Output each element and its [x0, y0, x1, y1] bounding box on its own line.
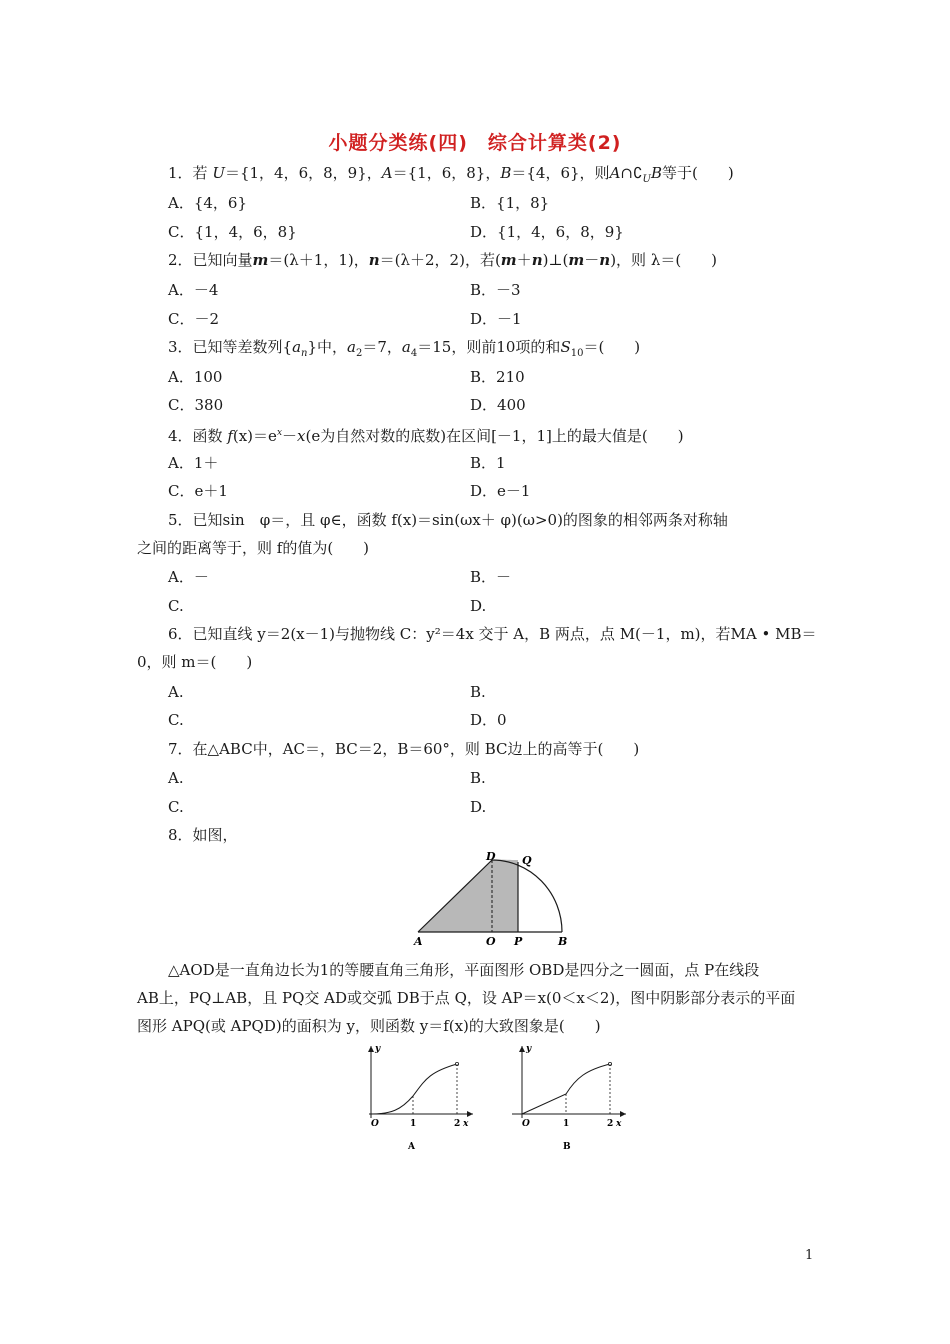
label-q: Q: [522, 854, 532, 867]
q1-option-a: A．{4，6}: [168, 194, 248, 212]
label-b: B: [558, 935, 568, 948]
graph-b-caption: B: [563, 1142, 571, 1152]
question-8-line-4: 图形 APQ(或 APQD)的面积为 y，则函数 y＝f(x)的大致图象是( ): [137, 1017, 601, 1035]
question-1: 1．若 U＝{1，4，6，8，9}，A＝{1，6，8}，B＝{4，6}，则$A\cap∁_UB$等于( ): [168, 164, 734, 185]
graph-b-tick-2: 2: [607, 1119, 614, 1129]
q5-option-c: C.: [168, 597, 184, 615]
geometry-figure: [410, 848, 580, 948]
q6-option-b: B.: [470, 683, 486, 701]
q7-option-b: B.: [470, 769, 486, 787]
q6-option-a: A.: [168, 683, 184, 701]
question-8-line-3: AB上，PQ⊥AB，且 PQ交 AD或交弧 DB于点 Q，设 AP＝x(0＜x＜2)，图中阴影部分表示的平面: [137, 989, 796, 1007]
question-6-line-1: 6．已知直线 y＝2(x－1)与抛物线 C：y²＝4x 交于 A，B 两点，点 M(－1，m)，若MA • MB＝: [168, 625, 817, 643]
question-5-line-2: 之间的距离等于，则 f的值为( ): [137, 539, 370, 557]
question-5-line-1: 5．已知sin φ＝，且 φ∈，函数 f(x)＝sin(ωx＋ φ)(ω>0)的图象的相邻两条对称轴: [168, 511, 728, 529]
graph-a-origin: O: [371, 1119, 379, 1129]
q5-option-b: B．－: [470, 568, 512, 586]
q2-option-b: B．－3: [470, 281, 521, 299]
q2-option-c: C．－2: [168, 310, 220, 328]
q7-option-c: C.: [168, 798, 184, 816]
q4-option-a: A．1＋: [168, 454, 219, 472]
graph-option-a: [355, 1042, 480, 1157]
question-6-line-2: 0，则 m＝( ): [137, 653, 253, 671]
q4-option-d: D．e－1: [470, 482, 531, 500]
graph-a-x-label: x: [463, 1119, 469, 1129]
graph-b-tick-1: 1: [563, 1119, 570, 1129]
question-2: 2．已知向量m＝(λ＋1，1)，n＝(λ＋2，2)，若(m＋n)⊥(m－n)，则 λ＝( ): [168, 251, 718, 269]
q3-option-a: A．100: [168, 368, 223, 386]
q5-option-a: A．－: [168, 568, 209, 586]
graph-b-origin: O: [522, 1119, 530, 1129]
page-title: 小题分类练(四) 综合计算类(2): [328, 132, 622, 154]
q1-option-d: D．{1，4，6，8，9}: [470, 223, 624, 241]
question-8-line-1: 8．如图，: [168, 826, 238, 844]
question-8-line-2: △AOD是一直角边长为1的等腰直角三角形，平面图形 OBD是四分之一圆面，点 P在线段: [168, 961, 760, 979]
question-7: 7．在△ABC中，AC＝，BC＝2，B＝60°，则 BC边上的高等于( ): [168, 740, 640, 758]
graph-a-caption: A: [408, 1142, 415, 1152]
q3-option-b: B．210: [470, 368, 525, 386]
graph-option-b: [508, 1042, 633, 1157]
graph-b-x-label: x: [616, 1119, 622, 1129]
graph-a-tick-2: 2: [454, 1119, 461, 1129]
q6-option-c: C.: [168, 711, 184, 729]
q4-option-c: C．e＋1: [168, 482, 228, 500]
graph-b-y-label: y: [526, 1044, 532, 1054]
q4-option-b: B．1: [470, 454, 506, 472]
label-o: O: [486, 935, 496, 948]
graph-a-tick-1: 1: [410, 1119, 417, 1129]
label-a: A: [414, 935, 423, 948]
label-p: P: [514, 935, 523, 948]
label-d: D: [486, 850, 496, 863]
q7-option-d: D.: [470, 798, 487, 816]
q2-option-d: D．－1: [470, 310, 522, 328]
question-4: 4．函数 $f(x)=e^x-x(e$为自然对数的底数)在区间[－1，1]上的最大值是( ): [168, 427, 684, 445]
question-3: 3．已知等差数列$\{a_n\}$中，$a_2=7$，$a_4=15$，则前10项的和$S_{10}=$( ): [168, 338, 641, 359]
q6-option-d: D．0: [470, 711, 507, 729]
q3-option-c: C．380: [168, 396, 224, 414]
page-number: 1: [805, 1248, 814, 1263]
q1-option-b: B．{1，8}: [470, 194, 550, 212]
graph-a-y-label: y: [375, 1044, 381, 1054]
q1-option-c: C．{1，4，6，8}: [168, 223, 297, 241]
q5-option-d: D.: [470, 597, 487, 615]
q2-option-a: A．－4: [168, 281, 219, 299]
q7-option-a: A.: [168, 769, 184, 787]
q3-option-d: D．400: [470, 396, 526, 414]
